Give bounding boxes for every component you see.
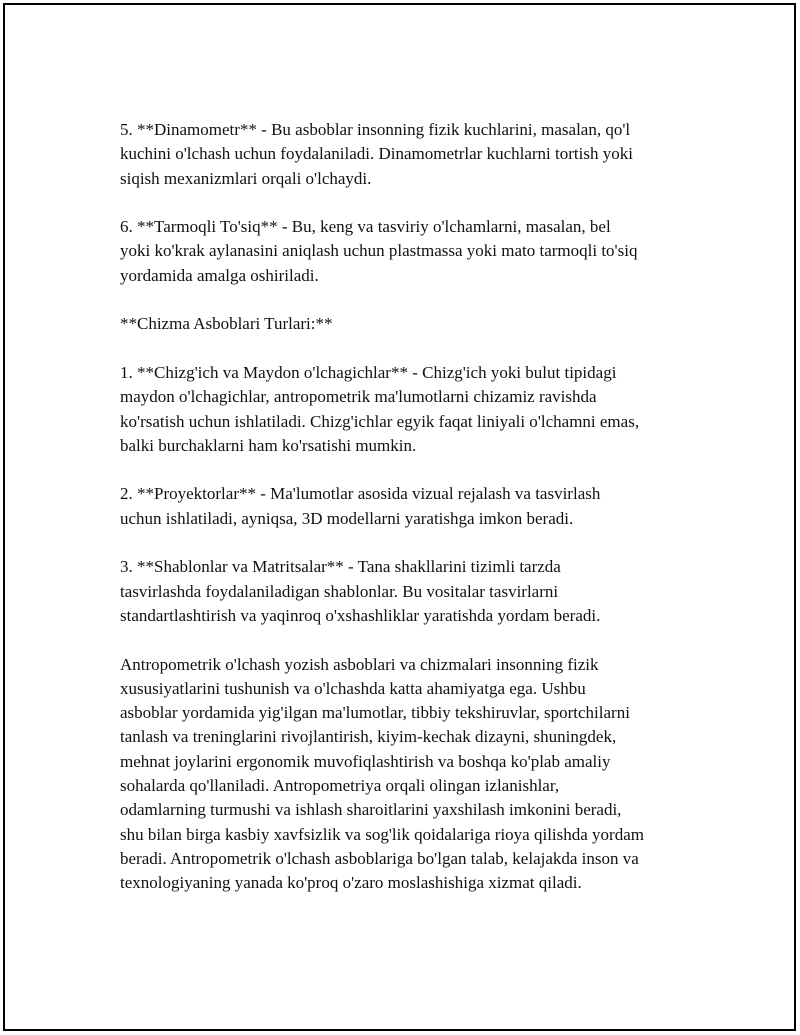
paragraph-proyektorlar: 2. **Proyektorlar** - Ma'lumotlar asosida vizual rejalash va tasvirlash uchun ishlatiladi, ayniqsa, 3D modellarni yaratishga imkon beradi. xyxy=(120,484,601,528)
paragraph-shablonlar: 3. **Shablonlar va Matritsalar** - Tana shakllarini tizimli tarzda tasvirlashda foydalaniladigan shablonlar. Bu vositalar tasvirlarni standartlashtirish va yaqinroq o'xshashliklar yaratishda yordam beradi. xyxy=(120,557,601,625)
document-page xyxy=(3,3,796,1031)
paragraph-chizgich: 1. **Chizg'ich va Maydon o'lchagichlar** - Chizg'ich yoki bulut tipidagi maydon o'lchagichlar, antropometrik ma'lumotlarni chizamiz ravishda ko'rsatish uchun ishlatiladi. Chizg'ichlar egyik faqat liniyali o'lchamni emas, balki burchaklarni ham ko'rsatishi mumkin. xyxy=(120,362,640,455)
document-body xyxy=(120,118,700,920)
paragraph-tarmoqli-tosiq: 6. **Tarmoqli To'siq** - Bu, keng va tasviriy o'lchamlarni, masalan, bel yoki ko'krak aylanasini aniqlash uchun plastmassa yoki mato tarmoqli to'siq yordamida amalga oshiriladi. xyxy=(120,217,638,285)
paragraph-dinamometr: 5. **Dinamometr** - Bu asboblar insonning fizik kuchlarini, masalan, qo'l kuchini o'lchash uchun foydalaniladi. Dinamometrlar kuchlarni tortish yoki siqish mexanizmlari orqali o'lchaydi. xyxy=(120,120,633,188)
paragraph-conclusion: Antropometrik o'lchash yozish asboblari va chizmalari insonning fizik xususiyatlarini tushunish va o'lchashda katta ahamiyatga ega. Ushbu asboblar yordamida yig'ilgan ma'lumotlar, tibbiy tekshiruvlar, sportchilarni tanlash va treninglarini rivojlantirish, kiyim-kechak dizayni, shuningdek, mehnat joylarini ergonomik muvofiqlashtirish va boshqa ko'plab amaliy sohalarda qo'llaniladi. Antropometriya orqali olingan izlanishlar, odamlarning turmushi va ishlash sharoitlarini yaxshilash imkonini beradi, shu bilan birga kasbiy xavfsizlik va sog'lik qoidalariga rioya qilishda yordam beradi. Antropometrik o'lchash asboblariga bo'lgan talab, kelajakda inson va texnologiyaning yanada ko'proq o'zaro moslashishiga xizmat qiladi. xyxy=(120,654,644,893)
section-heading-chizma-asboblari: **Chizma Asboblari Turlari:** xyxy=(120,314,333,334)
